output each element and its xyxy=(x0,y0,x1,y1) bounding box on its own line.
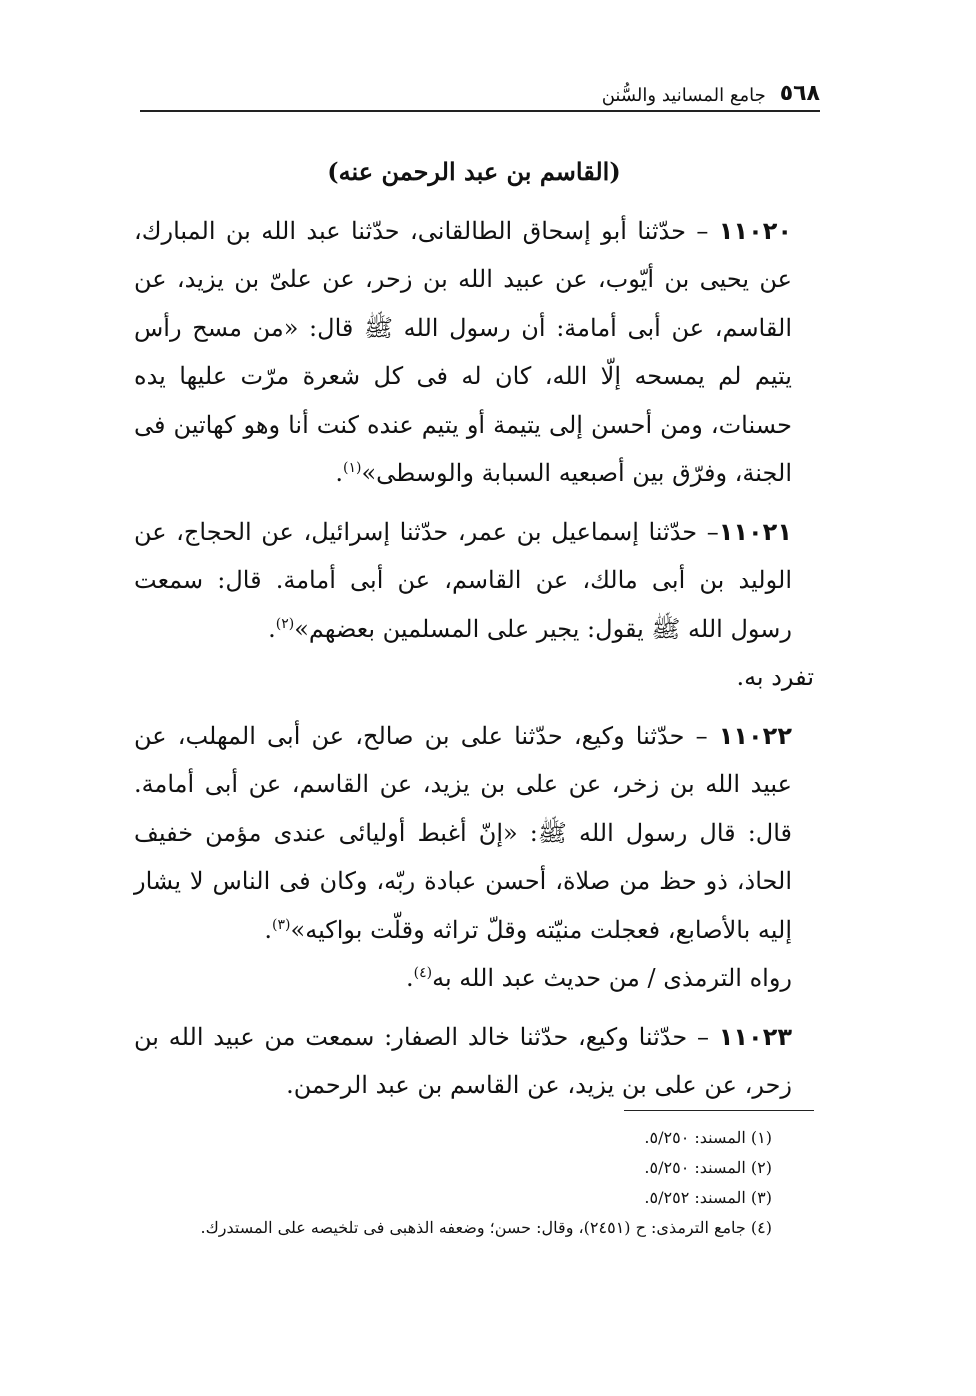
hadith-dash: – xyxy=(697,517,719,546)
hadith-text: حدّثنا إسماعيل بن عمر، حدّثنا إسرائيل، عن الحجاج، عن الوليد بن أبى مالك، عن القاسم، عن أبى أمامة. قال: سمعت رسول الله ﷺ يقول: يجير على المسلمين بعضهم» xyxy=(134,517,792,643)
hadith-number: ١١٠٢٢ xyxy=(718,721,792,750)
hadith-text: حدّثنا أبو إسحاق الطالقانى، حدّثنا عبد الله بن المبارك، عن يحيى بن أيّوب، عن عبيد الله بن زحر، عن علىّ بن يزيد، عن القاسم، عن أبى أمامة: أن رسول الله ﷺ قال: «من مسح رأس يتيم لم يمسحه إلّا الله، كان له فى كل شعرة مرّت عليها يده حسنات، ومن أحسن إلى يتيمة أو يتيم عنده كنت أنا وهو كهاتين فى الجنة، وفرّق بين أصبعيه السبابة والوسطى» xyxy=(134,216,792,487)
section-title: (القاسم بن عبد الرحمن عنه) xyxy=(327,157,621,186)
hadith-note: تفرد به. xyxy=(736,663,814,691)
hadith-dash: – xyxy=(685,216,719,245)
hadith-11023 xyxy=(134,1013,814,1110)
hadith-dash: – xyxy=(684,721,719,750)
hadith-end: . xyxy=(264,915,273,944)
hadith-number: ١١٠٢٣ xyxy=(718,1022,792,1051)
footnotes xyxy=(134,1110,814,1243)
footnote-ref: (٣) xyxy=(272,916,291,933)
hadith-text: حدّثنا وكيع، حدّثنا خالد الصفار: سمعت من عبيد الله بن زحر، عن على بن يزيد، عن القاسم بن عبد الرحمن. xyxy=(134,1022,792,1099)
header-rule xyxy=(140,110,820,112)
hadith-11021 xyxy=(134,508,814,654)
page-number: ٥٦٨ xyxy=(779,81,820,106)
footnote-ref: (١) xyxy=(343,460,362,476)
hadith-11020 xyxy=(134,207,814,498)
footnote-1: (١) المسند: ٥/٢٥٠. xyxy=(644,1128,772,1147)
footnote-4: (٤) جامع الترمذى: ح (٢٤٥١)، وقال: حسن؛ وضعفه الذهبى فى تلخيصه على المستدرك. xyxy=(200,1218,772,1237)
footnote-ref: (٤) xyxy=(413,965,433,981)
hadith-number: ١١٠٢١ xyxy=(718,517,792,546)
note-end: . xyxy=(405,964,414,992)
footnote-ref: (٢) xyxy=(275,615,295,632)
hadith-dash: – xyxy=(687,1022,719,1051)
footnote-2: (٢) المسند: ٥/٢٥٠. xyxy=(644,1158,772,1177)
note-text: رواه الترمذى / من حديث عبد الله به xyxy=(432,964,792,992)
footnote-3: (٣) المسند: ٥/٢٥٢. xyxy=(644,1188,772,1207)
running-title: جامع المسانيد والسُّنن xyxy=(601,85,766,106)
main-text xyxy=(134,148,814,1110)
hadith-number: ١١٠٢٠ xyxy=(718,216,793,245)
hadith-end: . xyxy=(335,459,344,487)
hadith-11022 xyxy=(134,712,814,955)
hadith-note xyxy=(134,954,814,1003)
page-header xyxy=(140,70,820,106)
hadith-text: حدّثنا وكيع، حدّثنا على بن صالح، عن أبى المهلب، عن عبيد الله بن زخر، عن على بن يزيد، عن القاسم، عن أبى أمامة. قال: قال رسول الله ﷺ: «إنّ أغبط أوليائى عندى مؤمن خفيف الحاذ، ذو حظ من صلاة، أحسن عبادة ربّه، وكان فى الناس لا يشار إليه بالأصابع، فعجلت منيّته وقلّ تراثه وقلّت بواكيه» xyxy=(134,721,792,944)
hadith-end: . xyxy=(268,614,276,643)
footnote-rule xyxy=(624,1110,814,1111)
